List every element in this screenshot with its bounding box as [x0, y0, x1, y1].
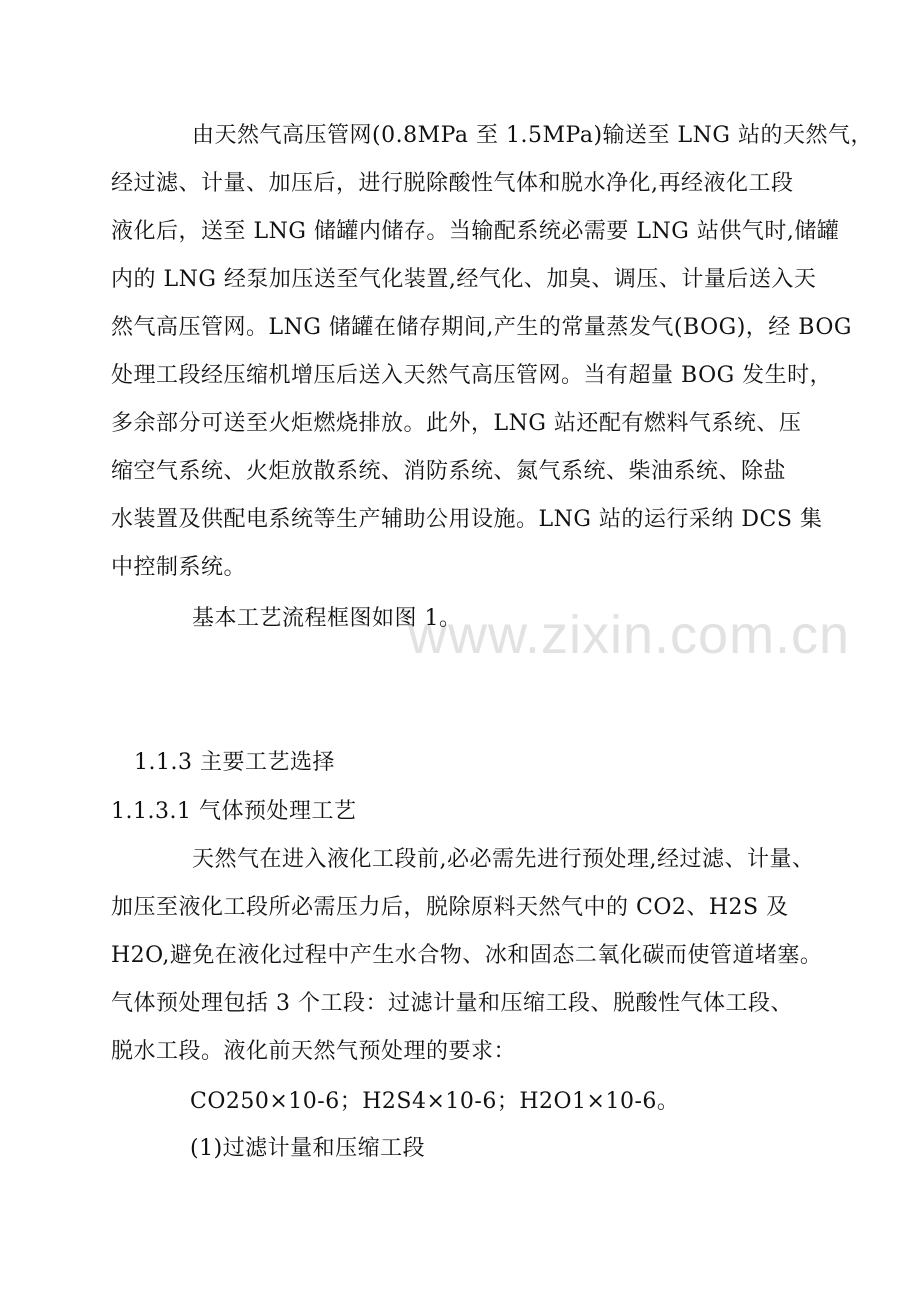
section-heading-1-1-3: 1.1.3 主要工艺选择: [134, 750, 335, 775]
paragraph-line: 液化后，送至 LNG 储罐内储存。当输配系统必需要 LNG 站供气时,储罐: [111, 219, 840, 244]
paragraph-line: 处理工段经压缩机增压后送入天然气高压管网。当有超量 BOG 发生时，: [111, 363, 833, 388]
paragraph-line: 经过滤、计量、加压后，进行脱除酸性气体和脱水净化,再经液化工段: [111, 171, 794, 196]
subsection-filter-metering-compression: (1)过滤计量和压缩工段: [190, 1136, 426, 1161]
paragraph-line: 天然气在进入液化工段前,必必需先进行预处理,经过滤、计量、: [192, 847, 815, 872]
paragraph-line: 脱水工段。液化前天然气预处理的要求：: [111, 1039, 517, 1064]
paragraph-line: 气体预处理包括 3 个工段：过滤计量和压缩工段、脱酸性气体工段、: [111, 991, 793, 1016]
watermark-text: www.zixin.com.cn: [408, 605, 851, 665]
paragraph-line: 中控制系统。: [111, 555, 247, 580]
paragraph-line: 内的 LNG 经泵加压送至气化装置,经气化、加臭、调压、计量后送入天: [111, 267, 817, 292]
paragraph-line: 加压至液化工段所必需压力后，脱除原料天然气中的 CO2、H2S 及: [111, 895, 789, 920]
section-heading-1-1-3-1: 1.1.3.1 气体预处理工艺: [111, 799, 357, 824]
paragraph-line: 缩空气系统、火炬放散系统、消防系统、氮气系统、柴油系统、除盐: [111, 459, 787, 484]
paragraph-figure-reference: 基本工艺流程框图如图 1。: [192, 606, 462, 631]
paragraph-line: 然气高压管网。LNG 储罐在储存期间,产生的常量蒸发气(BOG)，经 BOG: [111, 315, 852, 340]
paragraph-line: 水装置及供配电系统等生产辅助公用设施。LNG 站的运行采纳 DCS 集: [111, 507, 823, 532]
paragraph-line: 多余部分可送至火炬燃烧排放。此外，LNG 站还配有燃料气系统、压: [111, 411, 802, 436]
pretreatment-requirements: CO250×10-6；H2S4×10-6；H2O1×10-6。: [190, 1089, 680, 1114]
paragraph-line: H2O,避免在液化过程中产生水合物、冰和固态二氧化碳而使管道堵塞。: [111, 943, 823, 968]
paragraph-line: 由天然气高压管网(0.8MPa 至 1.5MPa)输送至 LNG 站的天然气，: [192, 123, 873, 148]
